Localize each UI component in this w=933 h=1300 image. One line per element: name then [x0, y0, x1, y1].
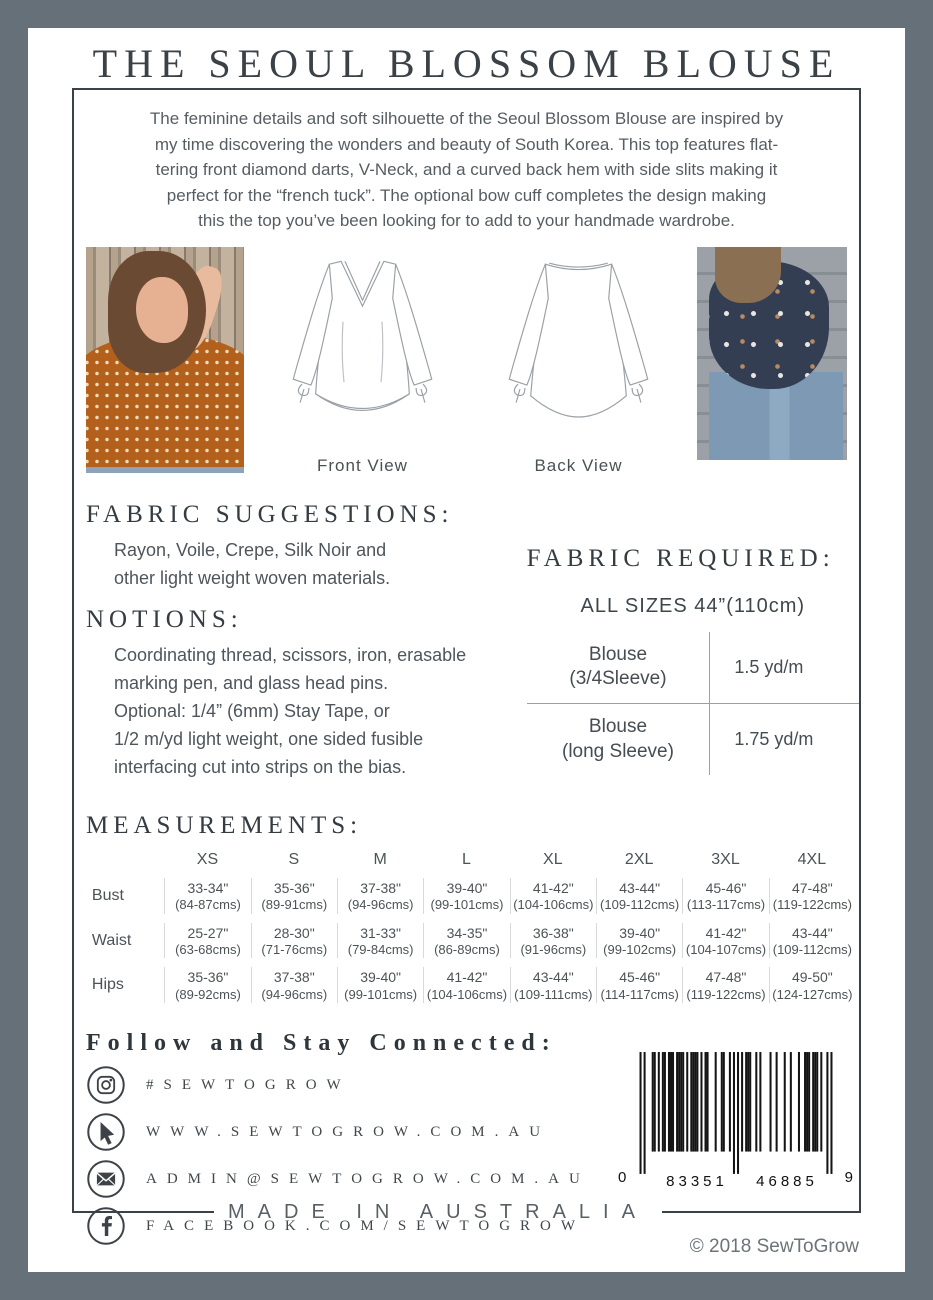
text-line: Coordinating thread, scissors, iron, erasable — [114, 645, 467, 666]
website-url: WWW.SEWTOGROW.COM.AU — [146, 1123, 551, 1140]
label-line: Blouse — [588, 643, 648, 665]
back-view-label: Back View — [534, 455, 623, 475]
size-header: 3XL — [711, 850, 740, 868]
fabric-amount: 1.5 yd/m — [710, 632, 859, 704]
fabric-suggestions-text — [114, 537, 527, 593]
made-in-label: MADE IN AUSTRALIA — [228, 1200, 648, 1223]
barcode — [617, 1050, 855, 1202]
text-line: marking pen, and glass head pins. — [114, 673, 389, 694]
size-header: L — [462, 850, 471, 868]
divider-line — [662, 1211, 861, 1213]
measure-cell: 43-44" (109-112cms) — [596, 878, 682, 914]
two-column-section — [74, 493, 859, 796]
measure-cell: 45-46" (113-117cms) — [682, 878, 768, 914]
text-line: Optional: 1/4” (6mm) Stay Tape, or — [114, 701, 390, 722]
fabric-item-label — [527, 632, 710, 704]
fabric-item-label — [527, 704, 710, 776]
size-header-row — [78, 851, 855, 869]
fabric-required-table — [527, 632, 859, 776]
table-row-hips — [78, 967, 855, 1003]
facebook-url: FACEBOOK.COM/SEWTOGROW — [146, 1217, 586, 1234]
label-line: (long Sleeve) — [562, 740, 674, 762]
measure-cell: 39-40" (99-101cms) — [423, 878, 509, 914]
table-row — [527, 704, 859, 776]
pattern-envelope-back — [28, 28, 905, 1272]
size-header: M — [373, 850, 387, 868]
barcode-digit: 0 — [618, 1169, 627, 1187]
size-header: S — [288, 850, 300, 868]
intro-line: The feminine details and soft silhouette of the Seoul Blossom Blouse are inspired by — [149, 109, 784, 129]
intro-line: tering front diamond darts, V-Neck, and a curved back hem with side slits making it — [155, 160, 778, 180]
fabric-suggestions-heading: FABRIC SUGGESTIONS: — [86, 500, 454, 528]
measure-cell: 31-33" (79-84cms) — [337, 923, 423, 959]
text-line: 1/2 m/yd light weight, one sided fusible — [114, 729, 424, 750]
measure-cell: 43-44" (109-112cms) — [769, 923, 855, 959]
size-header: 2XL — [624, 850, 654, 868]
text-line: other light weight woven materials. — [114, 567, 391, 588]
barcode-bars — [617, 1050, 855, 1180]
face-shape — [136, 277, 188, 343]
measure-cell: 41-42" (104-107cms) — [682, 923, 768, 959]
measure-cell: 37-38" (94-96cms) — [251, 967, 337, 1003]
measure-cell: 34-35" (86-89cms) — [423, 923, 509, 959]
barcode-digits-group: 46885 — [756, 1173, 818, 1191]
model-photo-front — [86, 247, 244, 473]
measure-cell: 35-36" (89-92cms) — [164, 967, 250, 1003]
measure-cell: 37-38" (94-96cms) — [337, 878, 423, 914]
back-view-drawing — [481, 249, 676, 449]
row-label: Bust — [91, 886, 124, 904]
content-box — [72, 88, 861, 1234]
row-label: Waist — [91, 931, 132, 949]
measurements-table — [78, 842, 855, 1012]
size-header: XS — [196, 850, 219, 868]
empty-header — [78, 851, 164, 869]
measure-cell: 45-46" (114-117cms) — [596, 967, 682, 1003]
email-icon — [86, 1159, 126, 1199]
measure-cell: 33-34" (84-87cms) — [164, 878, 250, 914]
intro-paragraph — [112, 90, 822, 234]
left-column — [86, 493, 527, 796]
page-title: THE SEOUL BLOSSOM BLOUSE — [92, 41, 841, 86]
cursor-icon — [86, 1112, 126, 1152]
notions-text — [114, 642, 527, 781]
table-row — [527, 632, 859, 704]
social-heading: Follow and Stay Connected: — [86, 1030, 557, 1057]
instagram-icon — [86, 1065, 126, 1105]
text-line: interfacing cut into strips on the bias. — [114, 757, 407, 778]
notions-heading: NOTIONS: — [86, 606, 243, 634]
row-label: Hips — [91, 976, 124, 994]
measure-cell: 43-44" (109-111cms) — [510, 967, 596, 1003]
text-line: Rayon, Voile, Crepe, Silk Noir and — [114, 539, 387, 560]
intro-line: perfect for the “french tuck”. The optional bow cuff completes the design making — [166, 185, 767, 205]
front-view-label: Front View — [317, 455, 408, 475]
all-sizes-note: ALL SIZES 44”(110cm) — [580, 594, 806, 617]
label-line: (3/4Sleeve) — [569, 668, 667, 690]
measure-cell: 41-42" (104-106cms) — [510, 878, 596, 914]
barcode-digit: 9 — [844, 1169, 853, 1187]
table-row-bust — [78, 878, 855, 914]
measure-cell: 49-50" (124-127cms) — [769, 967, 855, 1003]
social-handle: #SEWTOGROW — [146, 1076, 351, 1093]
size-header: XL — [543, 850, 563, 868]
measure-cell: 41-42" (104-106cms) — [423, 967, 509, 1003]
table-row-waist — [78, 923, 855, 959]
measure-cell: 25-27" (63-68cms) — [164, 923, 250, 959]
divider-line — [72, 1211, 214, 1213]
back-view-block — [481, 247, 676, 476]
label-line: Blouse — [588, 716, 648, 738]
measurements-heading: MEASUREMENTS: — [86, 811, 363, 839]
model-photo-side — [697, 247, 847, 460]
intro-line: my time discovering the wonders and beauty of South Korea. This top features flat- — [154, 134, 779, 154]
measure-cell: 39-40" (99-102cms) — [596, 923, 682, 959]
fabric-required-heading: FABRIC REQUIRED: — [526, 544, 835, 572]
views-row — [74, 247, 859, 481]
email-address: ADMIN@SEWTOGROW.COM.AU — [146, 1170, 590, 1187]
right-column — [527, 493, 859, 796]
copyright-notice: © 2018 SewToGrow — [689, 1236, 859, 1258]
measure-cell: 47-48" (119-122cms) — [682, 967, 768, 1003]
made-in-row — [72, 1199, 861, 1225]
measure-cell: 47-48" (119-122cms) — [769, 878, 855, 914]
measure-cell: 36-38" (91-96cms) — [510, 923, 596, 959]
barcode-digits-group: 83351 — [666, 1173, 728, 1191]
fabric-amount: 1.75 yd/m — [734, 729, 814, 750]
front-view-drawing — [265, 249, 460, 449]
measure-cell: 35-36" (89-91cms) — [251, 878, 337, 914]
measure-cell: 39-40" (99-101cms) — [337, 967, 423, 1003]
measure-cell: 28-30" (71-76cms) — [251, 923, 337, 959]
front-view-block — [265, 247, 460, 476]
size-header: 4XL — [797, 850, 827, 868]
intro-line: this the top you’ve been looking for to add to your handmade wardrobe. — [198, 211, 735, 231]
